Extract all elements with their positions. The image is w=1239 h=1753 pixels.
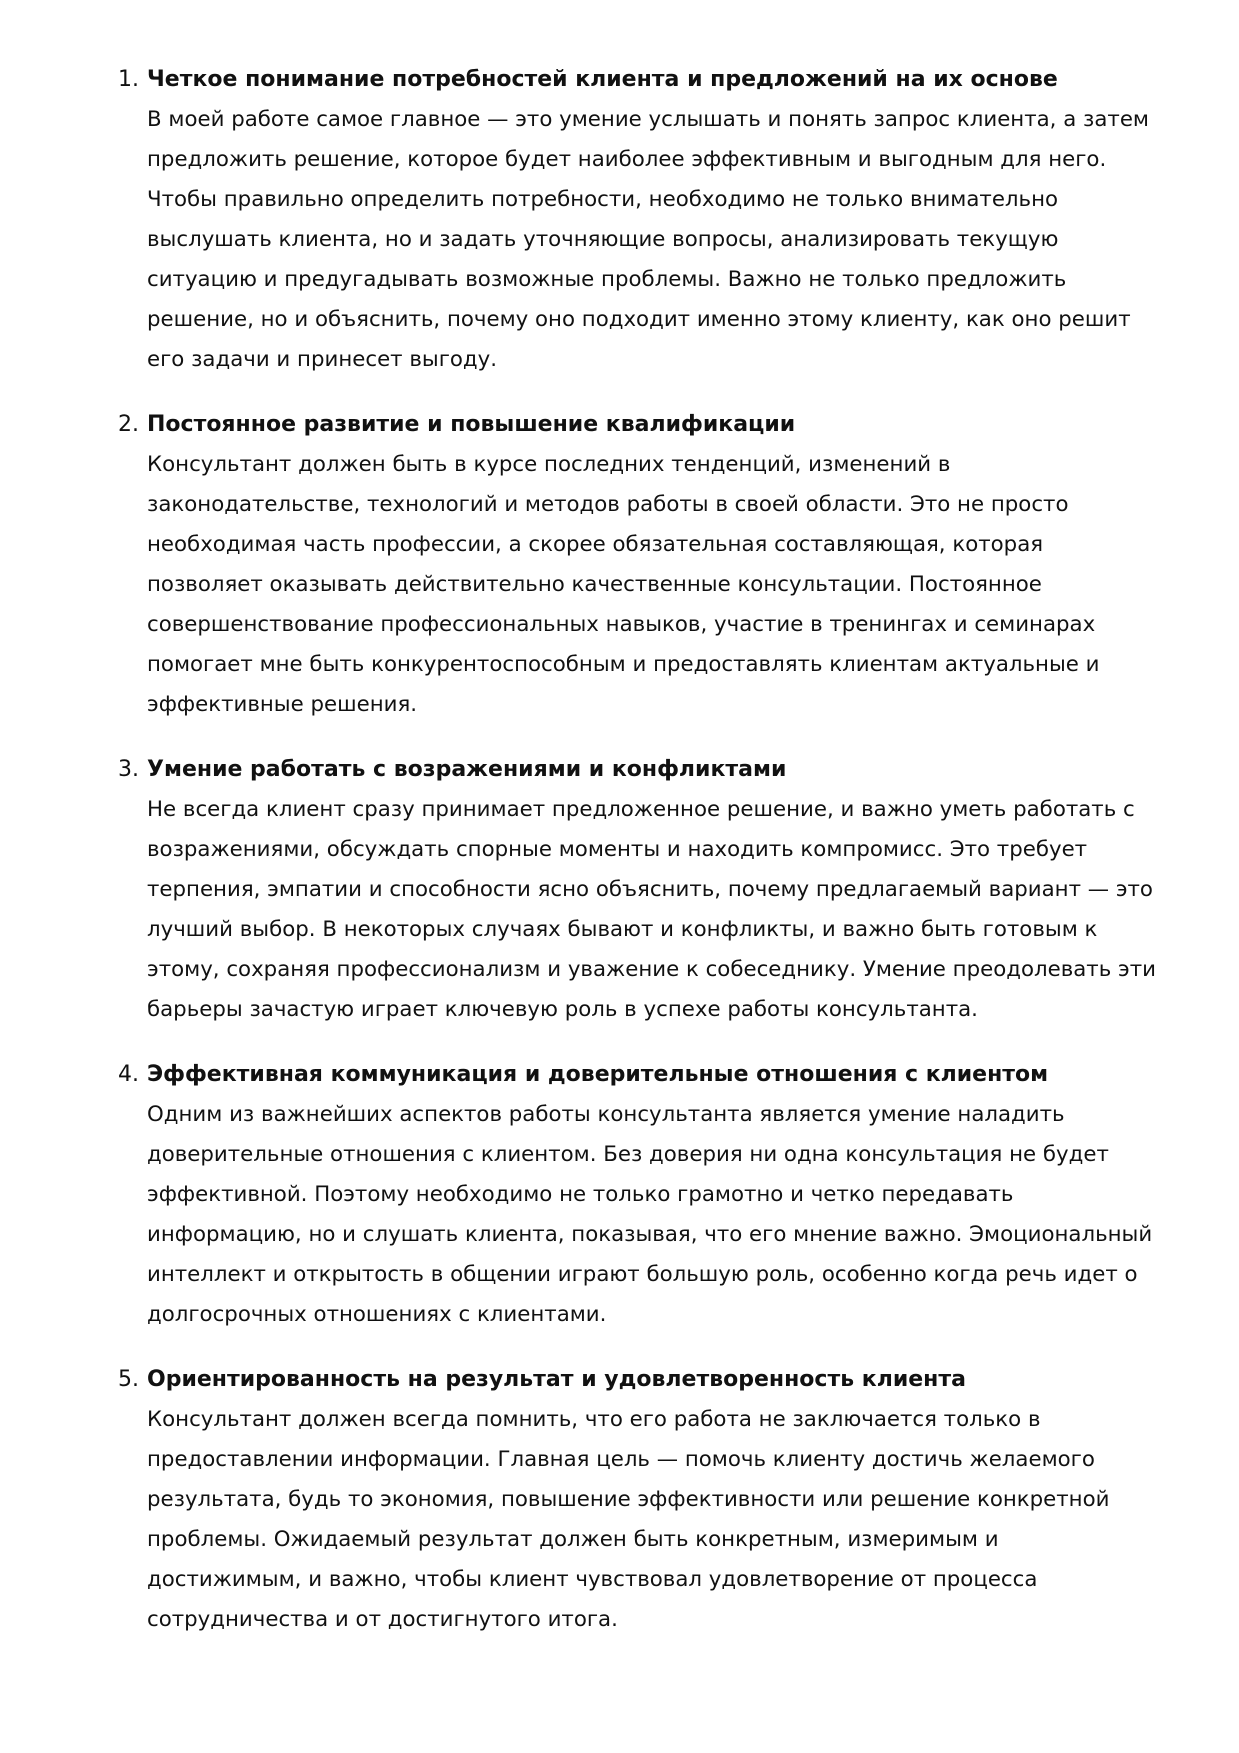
item-body: Одним из важнейших аспектов работы консультанта является умение наладить доверительные отношения с клиентом. Без доверия ни одна консультация не будет эффективной. Поэтому необходимо не только грамотно и четко передавать информацию, но и слушать клиента, показывая, что его мнение важно. Эмоциональный интеллект и открытость в общении играют большую роль, особенно когда речь идет о долгосрочных отношениях с клиентами. [147, 1102, 1153, 1327]
item-number: 4. [118, 1062, 139, 1087]
list-item [0, 750, 1239, 1030]
item-body: В моей работе самое главное — это умение услышать и понять запрос клиента, а затем предложить решение, которое будет наиболее эффективным и выгодным для него. Чтобы правильно определить потребности, необходимо не только внимательно выслушать клиента, но и задать уточняющие вопросы, анализировать текущую ситуацию и предугадывать возможные проблемы. Важно не только предложить решение, но и объяснить, почему оно подходит именно этому клиенту, как оно решит его задачи и принесет выгоду. [147, 107, 1149, 372]
list-item [0, 1360, 1239, 1640]
list-item [0, 60, 1239, 380]
item-title: Умение работать с возражениями и конфликтами [147, 757, 787, 782]
item-body: Консультант должен всегда помнить, что его работа не заключается только в предоставлении информации. Главная цель — помочь клиенту достичь желаемого результата, будь то экономия, повышение эффективности или решение конкретной проблемы. Ожидаемый результат должен быть конкретным, измеримым и достижимым, и важно, чтобы клиент чувствовал удовлетворение от процесса сотрудничества и от достигнутого итога. [147, 1407, 1110, 1632]
item-number: 5. [118, 1367, 139, 1392]
list-item [0, 405, 1239, 725]
item-title: Постоянное развитие и повышение квалификации [147, 412, 796, 437]
item-number: 1. [118, 67, 139, 92]
item-number: 3. [118, 757, 139, 782]
item-title: Ориентированность на результат и удовлетворенность клиента [147, 1367, 966, 1392]
item-body: Не всегда клиент сразу принимает предложенное решение, и важно уметь работать с возражениями, обсуждать спорные моменты и находить компромисс. Это требует терпения, эмпатии и способности ясно объяснить, почему предлагаемый вариант — это лучший выбор. В некоторых случаях бывают и конфликты, и важно быть готовым к этому, сохраняя профессионализм и уважение к собеседнику. Умение преодолевать эти барьеры зачастую играет ключевую роль в успехе работы консультанта. [147, 797, 1156, 1022]
list-item [0, 1055, 1239, 1335]
numbered-list [0, 60, 1239, 1640]
item-number: 2. [118, 412, 139, 437]
item-title: Эффективная коммуникация и доверительные отношения с клиентом [147, 1062, 1049, 1087]
item-title: Четкое понимание потребностей клиента и предложений на их основе [147, 67, 1058, 92]
item-body: Консультант должен быть в курсе последних тенденций, изменений в законодательстве, технологий и методов работы в своей области. Это не просто необходимая часть профессии, а скорее обязательная составляющая, которая позволяет оказывать действительно качественные консультации. Постоянное совершенствование профессиональных навыков, участие в тренингах и семинарах помогает мне быть конкурентоспособным и предоставлять клиентам актуальные и эффективные решения. [147, 452, 1100, 717]
